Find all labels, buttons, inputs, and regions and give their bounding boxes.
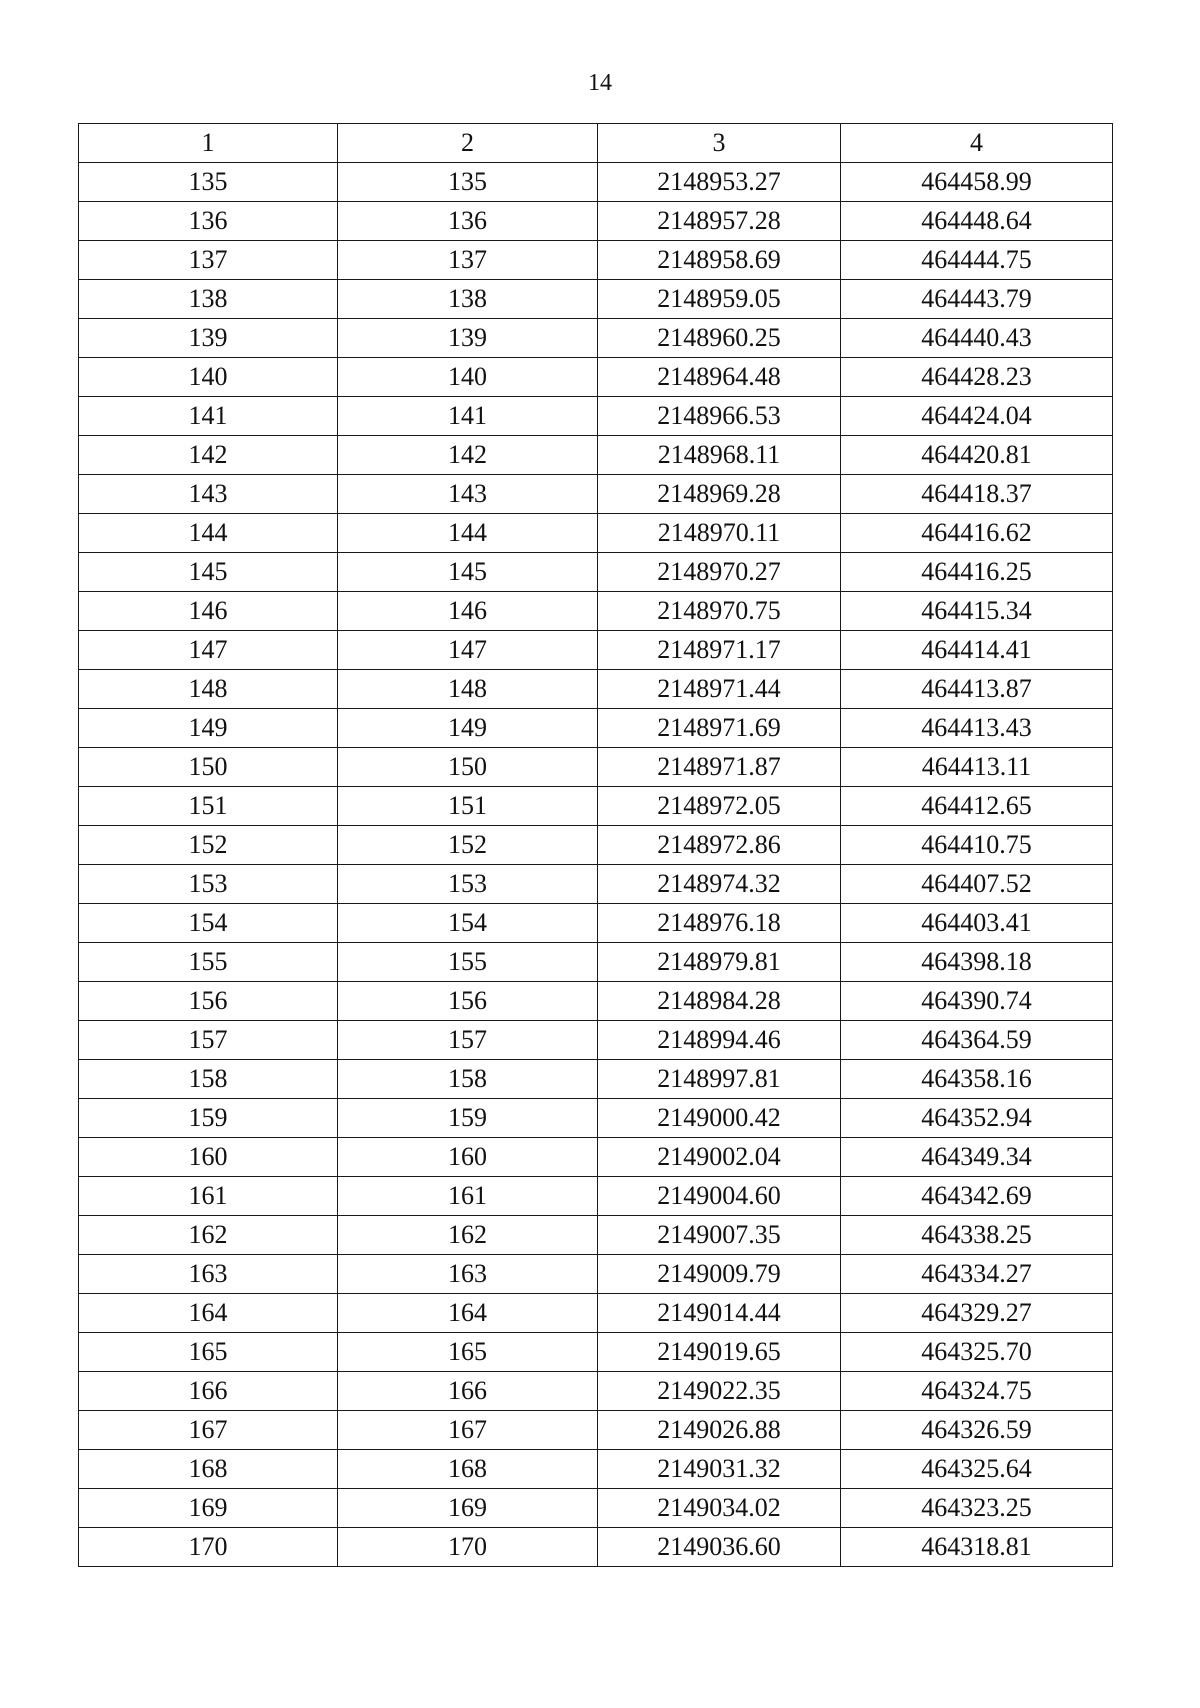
table-cell-col-1: 169: [79, 1489, 338, 1528]
table-cell-col-3: 2148997.81: [598, 1060, 841, 1099]
table-cell-col-1: 150: [79, 748, 338, 787]
table-row: [79, 436, 1113, 475]
table-cell-col-4: 464407.52: [841, 865, 1113, 904]
table-row: [79, 826, 1113, 865]
table-cell-col-1: 152: [79, 826, 338, 865]
table-cell-col-4: 464416.25: [841, 553, 1113, 592]
table-cell-col-1: 137: [79, 241, 338, 280]
table-cell-col-1: 163: [79, 1255, 338, 1294]
table-cell-col-2: 138: [338, 280, 598, 319]
table-cell-col-2: 164: [338, 1294, 598, 1333]
table-cell-col-4: 464352.94: [841, 1099, 1113, 1138]
table-cell-col-2: 149: [338, 709, 598, 748]
table-cell-col-2: 151: [338, 787, 598, 826]
table-cell-col-3: 2148969.28: [598, 475, 841, 514]
table-cell-col-1: 154: [79, 904, 338, 943]
table-cell-col-1: 141: [79, 397, 338, 436]
table-cell-col-4: 464416.62: [841, 514, 1113, 553]
table-row: [79, 1333, 1113, 1372]
table-row: [79, 397, 1113, 436]
table-cell-col-1: 139: [79, 319, 338, 358]
table-cell-col-1: 145: [79, 553, 338, 592]
table-cell-col-4: 464325.70: [841, 1333, 1113, 1372]
table-cell-col-2: 146: [338, 592, 598, 631]
table-cell-col-3: 2149000.42: [598, 1099, 841, 1138]
table-cell-col-1: 142: [79, 436, 338, 475]
table-cell-col-2: 136: [338, 202, 598, 241]
table-row: [79, 280, 1113, 319]
table-cell-col-1: 156: [79, 982, 338, 1021]
table-cell-col-3: 2149036.60: [598, 1528, 841, 1567]
table-cell-col-2: 170: [338, 1528, 598, 1567]
table-cell-col-2: 158: [338, 1060, 598, 1099]
table-cell-col-2: 155: [338, 943, 598, 982]
table-cell-col-3: 2148959.05: [598, 280, 841, 319]
table-cell-col-4: 464448.64: [841, 202, 1113, 241]
table-row: [79, 631, 1113, 670]
table-cell-col-1: 144: [79, 514, 338, 553]
table-cell-col-4: 464414.41: [841, 631, 1113, 670]
table-cell-col-1: 140: [79, 358, 338, 397]
table-cell-col-3: 2149014.44: [598, 1294, 841, 1333]
table-cell-col-3: 2148958.69: [598, 241, 841, 280]
table-row: [79, 1138, 1113, 1177]
table-cell-col-3: 2148966.53: [598, 397, 841, 436]
table-cell-col-2: 163: [338, 1255, 598, 1294]
table-cell-col-4: 464326.59: [841, 1411, 1113, 1450]
table-cell-col-3: 2148971.44: [598, 670, 841, 709]
table-cell-col-2: 139: [338, 319, 598, 358]
table-cell-col-4: 464349.34: [841, 1138, 1113, 1177]
table-cell-col-3: 2148994.46: [598, 1021, 841, 1060]
table-cell-col-4: 464358.16: [841, 1060, 1113, 1099]
table-cell-col-1: 149: [79, 709, 338, 748]
table-cell-col-2: 152: [338, 826, 598, 865]
table-cell-col-1: 166: [79, 1372, 338, 1411]
table-cell-col-1: 147: [79, 631, 338, 670]
table-cell-col-2: 161: [338, 1177, 598, 1216]
table-cell-col-2: 160: [338, 1138, 598, 1177]
table-cell-col-4: 464342.69: [841, 1177, 1113, 1216]
table-cell-col-1: 159: [79, 1099, 338, 1138]
table-cell-col-1: 170: [79, 1528, 338, 1567]
table-cell-col-4: 464444.75: [841, 241, 1113, 280]
table-cell-col-4: 464428.23: [841, 358, 1113, 397]
table-cell-col-1: 151: [79, 787, 338, 826]
table-cell-col-3: 2148970.75: [598, 592, 841, 631]
table-cell-col-1: 165: [79, 1333, 338, 1372]
table-cell-col-4: 464458.99: [841, 163, 1113, 202]
table-cell-col-4: 464403.41: [841, 904, 1113, 943]
table-cell-col-1: 168: [79, 1450, 338, 1489]
table-cell-col-3: 2148970.11: [598, 514, 841, 553]
table-cell-col-2: 142: [338, 436, 598, 475]
table-row: [79, 1255, 1113, 1294]
table-cell-col-2: 154: [338, 904, 598, 943]
table-cell-col-4: 464413.11: [841, 748, 1113, 787]
table-cell-col-3: 2148960.25: [598, 319, 841, 358]
table-cell-col-1: 161: [79, 1177, 338, 1216]
table-cell-col-2: 153: [338, 865, 598, 904]
table-cell-col-3: 2148972.05: [598, 787, 841, 826]
table-row: [79, 1411, 1113, 1450]
table-cell-col-3: 2148971.87: [598, 748, 841, 787]
header-row: [79, 124, 1113, 163]
header-cell-4: 4: [841, 124, 1113, 163]
table-row: [79, 592, 1113, 631]
table-cell-col-4: 464338.25: [841, 1216, 1113, 1255]
table-cell-col-3: 2149019.65: [598, 1333, 841, 1372]
table-cell-col-2: 140: [338, 358, 598, 397]
table-cell-col-3: 2149009.79: [598, 1255, 841, 1294]
table-cell-col-1: 143: [79, 475, 338, 514]
table-row: [79, 553, 1113, 592]
table-cell-col-3: 2148971.17: [598, 631, 841, 670]
table-cell-col-4: 464329.27: [841, 1294, 1113, 1333]
table-cell-col-4: 464415.34: [841, 592, 1113, 631]
table-row: [79, 904, 1113, 943]
table-cell-col-2: 168: [338, 1450, 598, 1489]
table-cell-col-2: 147: [338, 631, 598, 670]
table-row: [79, 1450, 1113, 1489]
table-row: [79, 787, 1113, 826]
table-cell-col-4: 464413.43: [841, 709, 1113, 748]
table-cell-col-1: 135: [79, 163, 338, 202]
table-cell-col-1: 148: [79, 670, 338, 709]
table-cell-col-3: 2148957.28: [598, 202, 841, 241]
table-row: [79, 358, 1113, 397]
table-cell-col-1: 167: [79, 1411, 338, 1450]
table-cell-col-3: 2148972.86: [598, 826, 841, 865]
table-cell-col-1: 164: [79, 1294, 338, 1333]
table-row: [79, 709, 1113, 748]
table-row: [79, 943, 1113, 982]
table-header: [79, 124, 1113, 163]
table-cell-col-2: 167: [338, 1411, 598, 1450]
table-cell-col-4: 464324.75: [841, 1372, 1113, 1411]
table-cell-col-4: 464390.74: [841, 982, 1113, 1021]
table-cell-col-4: 464418.37: [841, 475, 1113, 514]
table-cell-col-1: 160: [79, 1138, 338, 1177]
page-number: 14: [588, 70, 612, 96]
table-row: [79, 514, 1113, 553]
table-cell-col-4: 464424.04: [841, 397, 1113, 436]
table-cell-col-2: 150: [338, 748, 598, 787]
coordinates-table: [78, 123, 1113, 1567]
table-cell-col-2: 159: [338, 1099, 598, 1138]
table-row: [79, 670, 1113, 709]
table-cell-col-1: 153: [79, 865, 338, 904]
table-cell-col-4: 464410.75: [841, 826, 1113, 865]
table-cell-col-2: 169: [338, 1489, 598, 1528]
table-row: [79, 1216, 1113, 1255]
table-cell-col-2: 137: [338, 241, 598, 280]
table-cell-col-3: 2148979.81: [598, 943, 841, 982]
table-cell-col-3: 2148968.11: [598, 436, 841, 475]
table-cell-col-4: 464420.81: [841, 436, 1113, 475]
table-cell-col-2: 145: [338, 553, 598, 592]
table-cell-col-4: 464364.59: [841, 1021, 1113, 1060]
table-row: [79, 1177, 1113, 1216]
table-cell-col-2: 157: [338, 1021, 598, 1060]
table-row: [79, 1021, 1113, 1060]
table-cell-col-1: 162: [79, 1216, 338, 1255]
table-cell-col-1: 136: [79, 202, 338, 241]
table-cell-col-2: 143: [338, 475, 598, 514]
table-cell-col-4: 464334.27: [841, 1255, 1113, 1294]
table-cell-col-1: 146: [79, 592, 338, 631]
table-cell-col-3: 2149007.35: [598, 1216, 841, 1255]
table-cell-col-3: 2149022.35: [598, 1372, 841, 1411]
table-cell-col-3: 2149026.88: [598, 1411, 841, 1450]
table-row: [79, 241, 1113, 280]
table-cell-col-4: 464323.25: [841, 1489, 1113, 1528]
table-cell-col-3: 2148976.18: [598, 904, 841, 943]
table-cell-col-3: 2148971.69: [598, 709, 841, 748]
table-cell-col-3: 2149004.60: [598, 1177, 841, 1216]
table-row: [79, 163, 1113, 202]
table-cell-col-2: 156: [338, 982, 598, 1021]
table-row: [79, 982, 1113, 1021]
header-cell-3: 3: [598, 124, 841, 163]
table-cell-col-2: 148: [338, 670, 598, 709]
table-cell-col-3: 2148964.48: [598, 358, 841, 397]
table-cell-col-2: 165: [338, 1333, 598, 1372]
table-cell-col-1: 138: [79, 280, 338, 319]
table-cell-col-3: 2148970.27: [598, 553, 841, 592]
table-cell-col-4: 464318.81: [841, 1528, 1113, 1567]
table-cell-col-2: 144: [338, 514, 598, 553]
header-cell-2: 2: [338, 124, 598, 163]
table-row: [79, 202, 1113, 241]
table-cell-col-1: 158: [79, 1060, 338, 1099]
table-row: [79, 865, 1113, 904]
table-cell-col-4: 464398.18: [841, 943, 1113, 982]
table-cell-col-2: 162: [338, 1216, 598, 1255]
table-row: [79, 475, 1113, 514]
table-cell-col-3: 2148984.28: [598, 982, 841, 1021]
table-row: [79, 748, 1113, 787]
table-cell-col-3: 2148953.27: [598, 163, 841, 202]
table-row: [79, 1294, 1113, 1333]
table-cell-col-4: 464443.79: [841, 280, 1113, 319]
table-cell-col-2: 135: [338, 163, 598, 202]
table-row: [79, 1099, 1113, 1138]
table-cell-col-3: 2149031.32: [598, 1450, 841, 1489]
table-cell-col-3: 2149034.02: [598, 1489, 841, 1528]
table-row: [79, 1489, 1113, 1528]
table-cell-col-4: 464440.43: [841, 319, 1113, 358]
table-cell-col-3: 2149002.04: [598, 1138, 841, 1177]
table-cell-col-4: 464413.87: [841, 670, 1113, 709]
table-cell-col-2: 141: [338, 397, 598, 436]
header-cell-1: 1: [79, 124, 338, 163]
table-row: [79, 1528, 1113, 1567]
table-row: [79, 1060, 1113, 1099]
table-cell-col-4: 464412.65: [841, 787, 1113, 826]
table-row: [79, 319, 1113, 358]
table-cell-col-1: 157: [79, 1021, 338, 1060]
table-cell-col-3: 2148974.32: [598, 865, 841, 904]
table-cell-col-1: 155: [79, 943, 338, 982]
table-body: [79, 163, 1113, 1567]
table-cell-col-2: 166: [338, 1372, 598, 1411]
table-cell-col-4: 464325.64: [841, 1450, 1113, 1489]
table-row: [79, 1372, 1113, 1411]
